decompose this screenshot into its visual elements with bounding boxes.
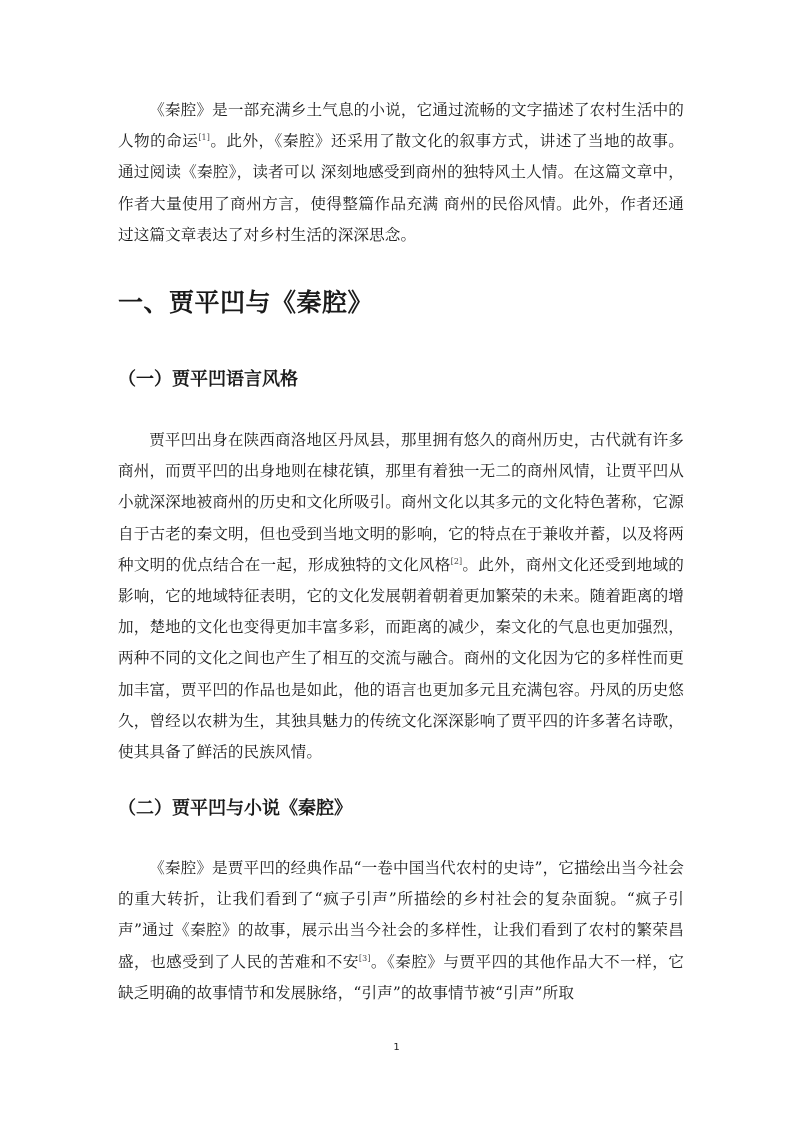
citation-1[interactable]: [1] — [198, 133, 210, 143]
subsection2-text-part-1: 《秦腔》是贾平凹的经典作品“一卷中国当代农村的史诗”，它描绘出当今社会的重大转折，让我们看到了“疯子引声”所描绘的乡村社会的复杂面貌。“疯子引声”通过《秦腔》的故事，展示出当今社会的多样性，让我们看到了农村的繁荣昌盛，也感受到了人民的苦难和不安 — [118, 859, 684, 971]
subsection1-text-part-1: 贾平凹出身在陕西商洛地区丹凤县，那里拥有悠久的商州历史，古代就有许多商州，而贾平凹的出身地则在棣花镇，那里有着独一无二的商州风情，让贾平凹从小就深深地被商州的历史和文化所吸引。商州文化以其多元的文化特色著称，它源自于古老的秦文明，但也受到当地文明的影响，它的特点在于兼收并蓄，以及将两种文明的优点结合在一起，形成独特的文化风格 — [118, 431, 684, 574]
subsection2-paragraph-block — [118, 853, 684, 1009]
intro-text-part-2: 。此外，《秦腔》还采用了散文化的叙事方式，讲述了当地的故事。通过阅读《秦腔》，读者可以 深刻地感受到商州的独特风土人情。在这篇文章中，作者大量使用了商州方言，使得整篇作品充满 商州的民俗风情。此外，作者还通过这篇文章表达了对乡村生活的深深思念。 — [118, 132, 684, 244]
section-heading-1: 一、贾平凹与《秦腔》 — [118, 288, 374, 317]
subsection-heading-1: （一）贾平凹语言风格 — [118, 369, 298, 390]
intro-paragraph — [118, 95, 684, 251]
page-number: 1 — [393, 1042, 400, 1053]
subsection1-paragraph-block — [118, 425, 684, 768]
subsection2-paragraph — [118, 853, 684, 1009]
subsection1-text-part-2: 。此外，商州文化还受到地域的影响，它的地域特征表明，它的文化发展朝着朝着更加繁荣的未来。随着距离的增加，楚地的文化也变得更加丰富多彩，而距离的减少，秦文化的气息也更加强烈，两种不同的文化之间也产生了相互的交流与融合。商州的文化因为它的多样性而更加丰富，贾平凹的作品也是如此，他的语言也更加多元且充满包容。丹凤的历史悠久，曾经以农耕为生，其独具魅力的传统文化深深影响了贾平四的许多著名诗歌，使其具备了鲜活的民族风情。 — [118, 555, 684, 762]
subsection-heading-2: （二）贾平凹与小说《秦腔》 — [118, 798, 352, 819]
subsection1-paragraph — [118, 425, 684, 768]
subsection2-text-part-2: 。《秦腔》与贾平四的其他作品大不一样，它缺乏明确的故事情节和发展脉络，“引声”的故事情节被“引声”所取 — [118, 952, 684, 1002]
citation-3[interactable]: [3] — [358, 953, 371, 963]
intro-paragraph-block — [118, 95, 684, 251]
citation-2[interactable]: [2] — [450, 556, 463, 566]
intro-text-part-1: 《秦腔》是一部充满乡土气息的小说，它通过流畅的文字描述了农村生活中的人物的命运 — [118, 101, 684, 151]
